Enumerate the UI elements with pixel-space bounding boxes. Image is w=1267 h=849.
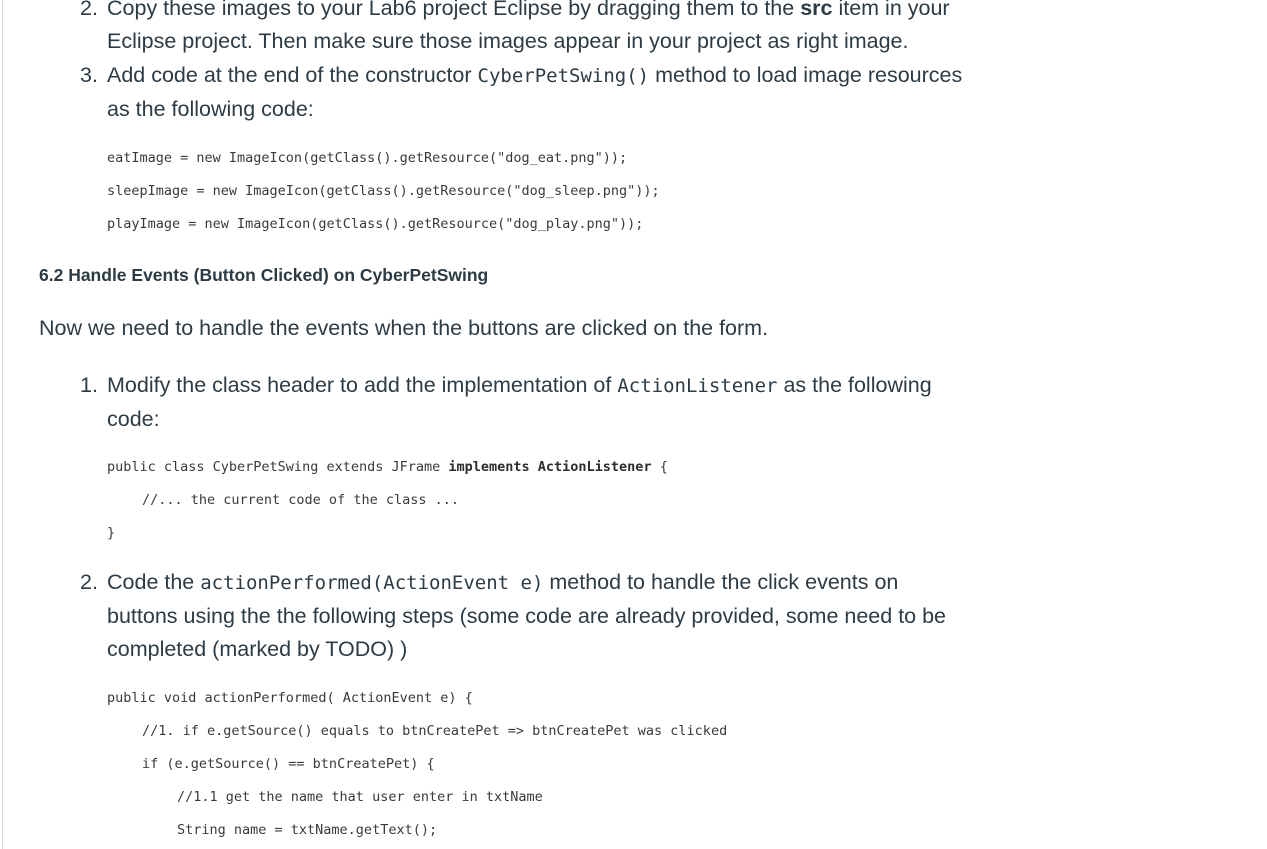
list-text-line2: as the following code:: [107, 97, 314, 121]
code-line: //... the current code of the class ...: [142, 492, 459, 508]
code-line: public void actionPerformed( ActionEvent e) {: [107, 690, 473, 706]
list-text-line2: Eclipse project. Then make sure those images appear in your project as right image.: [107, 29, 909, 53]
code-line: //1.1 get the name that user enter in txtName: [177, 789, 543, 805]
section-intro: Now we need to handle the events when the buttons are clicked on the form.: [39, 316, 769, 340]
list-number: 2.: [80, 0, 98, 20]
list-text: Add code at the end of the constructor: [107, 63, 478, 87]
list-item-copy-images: [80, 0, 1047, 58]
code-line: }: [107, 525, 116, 541]
list-text: method to handle the click events on: [543, 570, 899, 594]
code-line: if (e.getSource() == btnCreatePet) {: [142, 756, 435, 772]
code-line: playImage = new ImageIcon(getClass().getResource("dog_play.png"));: [107, 216, 644, 232]
src-bold-text: src: [800, 0, 833, 20]
code-line: [107, 458, 668, 476]
list-text: method to load image resources: [649, 63, 963, 87]
list-text: Modify the class header to add the implementation of: [107, 373, 618, 397]
code-line: sleepImage = new ImageIcon(getClass().getResource("dog_sleep.png"));: [107, 183, 660, 199]
list-number: 2.: [80, 570, 98, 594]
list-text-line2: buttons using the the following steps (some code are already provided, some need to be: [107, 604, 947, 628]
list-text: Copy these images to your Lab6 project Eclipse by dragging them to the: [107, 0, 801, 20]
list-item-action-performed: [80, 566, 1047, 666]
list-number: 1.: [80, 373, 98, 397]
list-number: 3.: [80, 63, 98, 87]
list-text-line3: completed (marked by TODO) ): [107, 637, 408, 661]
code-bold-text: implements ActionListener: [448, 459, 652, 475]
inline-code: CyberPetSwing(): [477, 65, 650, 87]
code-line: String name = txtName.getText();: [177, 822, 438, 838]
list-item-add-code: [80, 59, 1047, 126]
code-line: //1. if e.getSource() equals to btnCreatePet => btnCreatePet was clicked: [142, 723, 728, 739]
code-text: {: [651, 459, 668, 475]
inline-code: actionPerformed(ActionEvent e): [200, 572, 544, 594]
list-text: item in your: [832, 0, 950, 20]
inline-code: ActionListener: [617, 375, 778, 397]
code-line: eatImage = new ImageIcon(getClass().getResource("dog_eat.png"));: [107, 150, 628, 166]
list-text-line2: code:: [107, 407, 160, 431]
list-text: Code the: [107, 570, 201, 594]
section-heading: 6.2 Handle Events (Button Clicked) on CyberPetSwing: [39, 265, 489, 285]
list-item-modify-header: [80, 369, 1047, 436]
code-text: public class CyberPetSwing extends JFrame: [107, 459, 449, 475]
list-text: as the following: [777, 373, 932, 397]
